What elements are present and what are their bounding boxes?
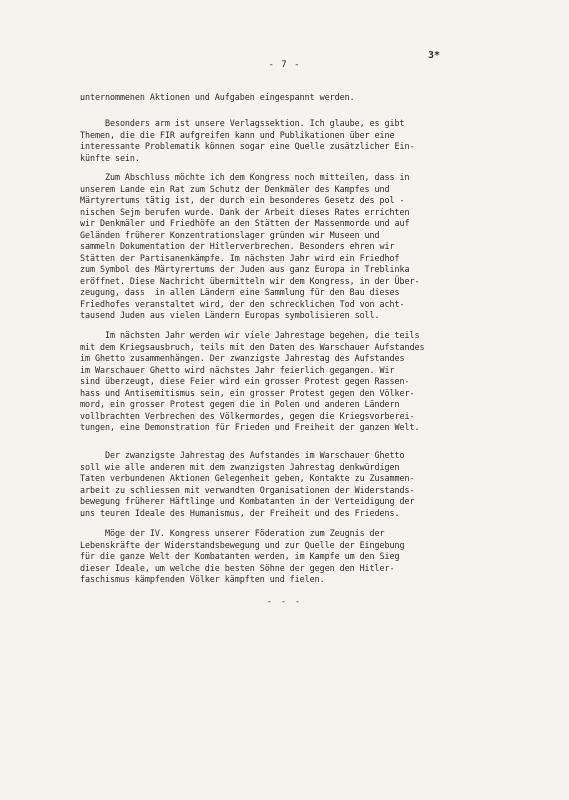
text-line: Geländen früherer Konzentrationslager gründen wir Museen und <box>80 229 380 240</box>
paragraph-4 <box>80 330 520 434</box>
text-line: Zum Abschluss möchte ich dem Kongress noch mitteilen, dass in <box>80 172 410 182</box>
paragraph-1 <box>80 92 520 104</box>
text-line: unternommenen Aktionen und Aufgaben eingespannt werden. <box>80 92 355 102</box>
text-line: dieser Ideale, um welche die besten Söhne der gegen den Hitler- <box>80 562 395 573</box>
text-line: tungen, eine Demonstration für Frieden und Freiheit der ganzen Welt. <box>80 422 420 432</box>
text-line: eröffnet. Diese Nachricht übermitteln wir dem Kongress, in der Über- <box>80 275 420 286</box>
text-line: unserem Lande ein Rat zum Schutz der Denkmäler des Kampfes und <box>80 183 390 194</box>
text-line: soll wie alle anderen mit dem zwanzigsten Jahrestag denkwürdigen <box>80 461 400 472</box>
text-line: Stätten der Partisanenkämpfe. Im nächsten Jahr wird ein Friedhof <box>80 252 400 263</box>
text-line: Der zwanzigste Jahrestag des Aufstandes im Warschauer Ghetto <box>80 450 405 460</box>
text-line: zeugung, dass in allen Ländern eine Sammlung für den Bau dieses <box>80 287 400 297</box>
text-line: Taten verbundenen Aktionen Gelegenheit geben, Kontakte zu Zusammen- <box>80 473 415 483</box>
text-line: uns teuren Ideale des Humanismus, der Freiheit und des Friedens. <box>80 507 400 518</box>
text-line: nischen Sejm berufen wurde. Dank der Arbeit dieses Rates errichten <box>80 206 410 217</box>
paragraph-2 <box>80 118 520 164</box>
text-line: im Ghetto zusammenhängen. Der zwanzigste Jahrestag des Aufstandes <box>80 353 405 363</box>
text-line: Themen, die die FIR aufgreifen kann und Publikationen über eine <box>80 129 395 140</box>
text-line: mit dem Kriegsausbruch, teils mit den Daten des Warschauer Aufstandes <box>80 341 425 352</box>
paragraph-3 <box>80 172 520 322</box>
text-line: künfte sein. <box>80 152 140 163</box>
text-line: bewegung früherer Häftlinge und Kombatanten in der Verteidigung der <box>80 496 415 506</box>
text-line: arbeit zu schliessen mit verwandten Organisationen der Widerstands- <box>80 484 415 495</box>
text-line: tausend Juden aus vielen Ländern Europas symbolisieren soll. <box>80 310 380 320</box>
text-line: Friedhofes veranstaltet wird, der den schrecklichen Tod von acht- <box>80 298 405 309</box>
text-line: zum Symbol des Märtyrertums der Juden aus ganz Europa in Treblinka <box>80 264 410 274</box>
text-line: vollbrachten Verbrechen des Völkermordes, gegen die Kriegsvorberei- <box>80 410 415 421</box>
text-line: Möge der IV. Kongress unserer Föderation zum Zeugnis der <box>80 528 385 538</box>
text-line: Besonders arm ist unsere Verlagssektion. Ich glaube, es gibt <box>80 118 405 128</box>
text-line: faschismus kämpfenden Völker kämpften und fielen. <box>80 574 325 584</box>
corner-mark: 3* <box>428 50 440 61</box>
paragraph-6 <box>80 528 520 586</box>
text-line: im Warschauer Ghetto wird nächstes Jahr feierlich gegangen. Wir <box>80 364 395 375</box>
text-line: mord, ein grosser Protest gegen die in Polen und anderen Ländern <box>80 399 400 409</box>
end-mark: - - - <box>266 596 303 606</box>
text-line: Märtyrertums tätig ist, der durch ein besonderes Gesetz des pol - <box>80 195 405 205</box>
text-line: Lebenskräfte der Widerstandsbewegung und zur Quelle der Eingebung <box>80 539 405 550</box>
text-line: wir Denkmäler und Friedhöfe an den Stätten der Massenmorde und auf <box>80 218 410 228</box>
text-line: Im nächsten Jahr werden wir viele Jahrestage begehen, die teils <box>80 330 420 340</box>
text-line: sind überzeugt, diese Feier wird ein grosser Protest gegen Rassen- <box>80 376 410 386</box>
paragraph-5 <box>80 450 520 519</box>
text-line: sammeln Dokumentation der Hitlerverbrechen. Besonders ehren wir <box>80 241 395 251</box>
text-line: für die ganze Welt der Kombatanten werden, im Kampfe um den Sieg <box>80 551 400 561</box>
page-number: - 7 - <box>268 60 301 70</box>
text-line: interessante Problematik können sogar eine Quelle zusätzlicher Ein- <box>80 141 415 151</box>
text-line: hass und Antisemitismus sein, ein grosser Protest gegen den Völker- <box>80 387 415 398</box>
